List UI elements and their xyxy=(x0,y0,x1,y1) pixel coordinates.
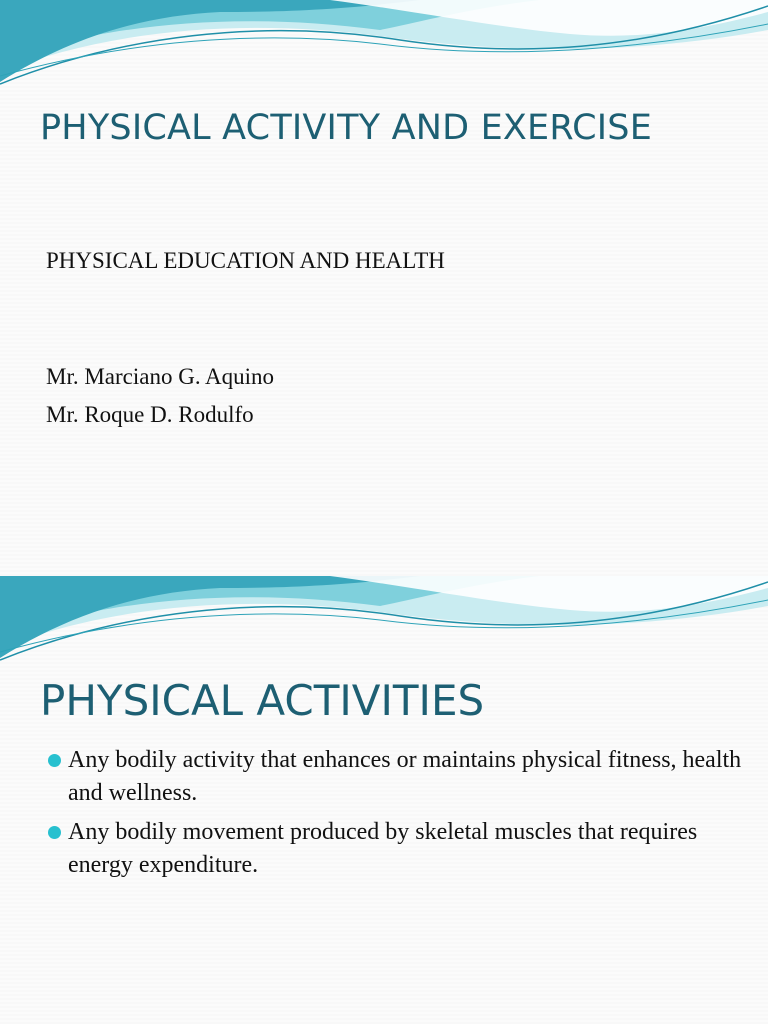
slide-subtitle: PHYSICAL EDUCATION AND HEALTH xyxy=(46,248,445,273)
bullet-text: Any bodily activity that enhances or maintains physical fitness, health and wellness. xyxy=(68,747,742,806)
author-name: Mr. Marciano G. Aquino xyxy=(46,364,275,389)
slide-title: PHYSICAL ACTIVITY AND EXERCISE xyxy=(40,108,653,148)
slide-2 xyxy=(0,576,768,1024)
wave-banner xyxy=(0,0,768,100)
bullet-text: Any bodily movement produced by skeletal muscles that requires energy expenditure. xyxy=(68,819,698,878)
list-item xyxy=(48,816,748,882)
bullet-dot-icon xyxy=(48,826,61,839)
list-item xyxy=(48,744,748,810)
bullet-list xyxy=(48,744,748,888)
slide-title: PHYSICAL ACTIVITIES xyxy=(40,676,485,725)
wave-banner xyxy=(0,576,768,676)
bullet-dot-icon xyxy=(48,754,61,767)
author-name: Mr. Roque D. Rodulfo xyxy=(46,402,254,427)
